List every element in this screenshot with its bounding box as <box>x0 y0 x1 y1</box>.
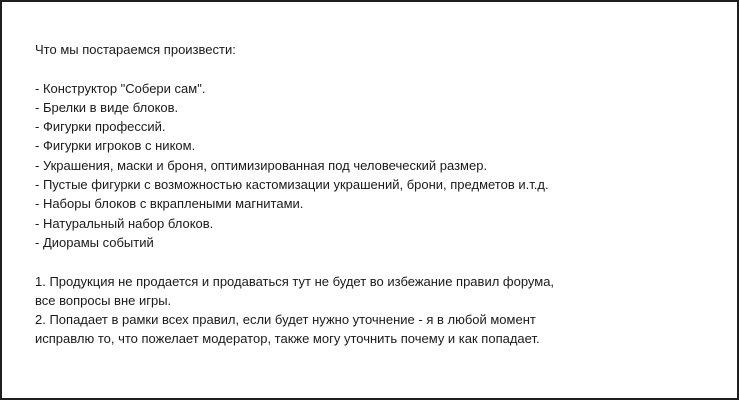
list-item: - Конструктор "Собери сам". <box>35 80 206 96</box>
note-line: исправлю то, что пожелает модератор, также могу уточнить почему и как попадает. <box>35 331 540 347</box>
list-item: - Натуральный набор блоков. <box>35 215 214 231</box>
list-item: - Пустые фигурки с возможностью кастомизации украшений, брони, предметов и.т.д. <box>35 177 549 193</box>
list-item: - Украшения, маски и броня, оптимизированная под человеческий размер. <box>35 157 488 173</box>
blank-line <box>35 252 725 271</box>
list-item: - Фигурки игроков с ником. <box>35 138 196 154</box>
blank-line <box>35 59 725 78</box>
list-item: - Брелки в виде блоков. <box>35 99 179 115</box>
note-line: все вопросы вне игры. <box>35 292 172 308</box>
intro-text: Что мы постараемся произвести: <box>35 42 236 57</box>
list-item: - Диорамы событий <box>35 234 154 250</box>
note-line: 1. Продукция не продается и продаваться тут не будет во избежание правил форума, <box>35 273 555 289</box>
list-item: - Наборы блоков с вкраплеными магнитами. <box>35 196 304 212</box>
list-item: - Фигурки профессий. <box>35 119 166 135</box>
document-body <box>35 40 725 349</box>
note-line: 2. Попадает в рамки всех правил, если будет нужно уточнение - я в любой момент <box>35 312 536 328</box>
